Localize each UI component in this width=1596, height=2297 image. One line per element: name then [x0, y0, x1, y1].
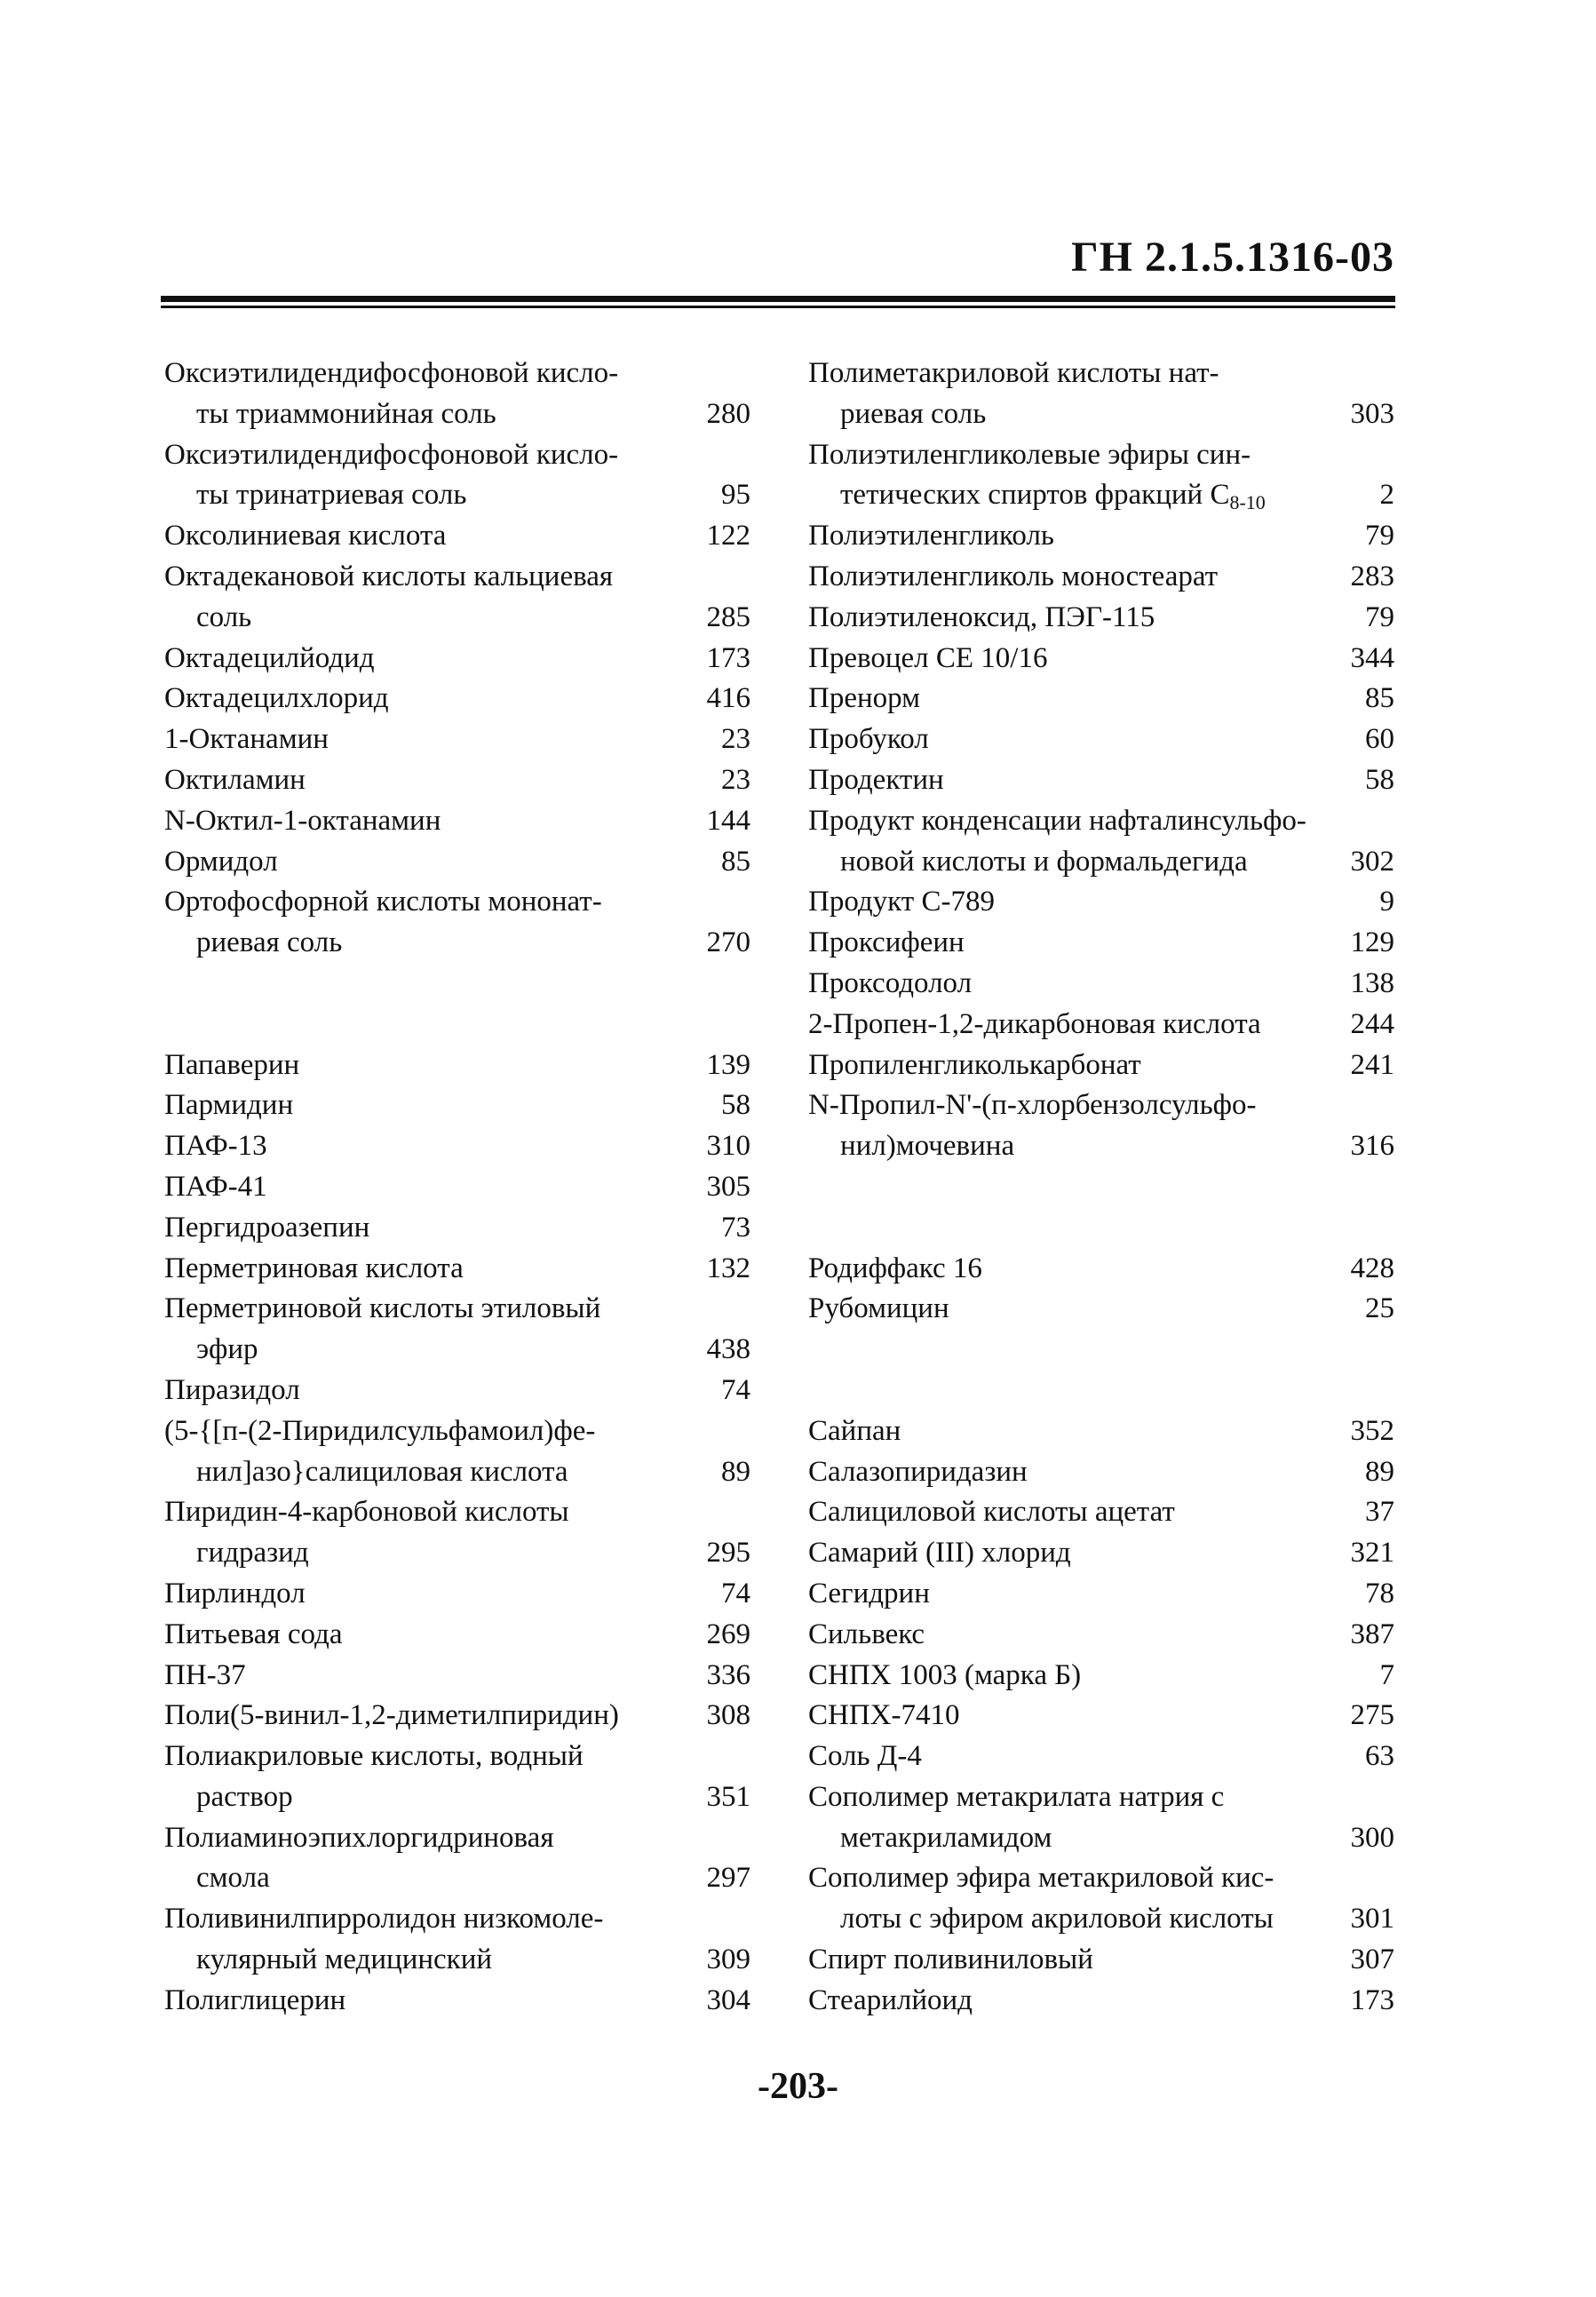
entry-page-number: 95: [721, 479, 750, 512]
entry-page-number: 309: [706, 1943, 750, 1976]
entry-term: Пробукол 60: [808, 719, 1394, 760]
entry-term: Пропиленгликолькарбонат 241: [808, 1045, 1394, 1086]
entry-page-number: 132: [706, 1252, 750, 1284]
index-entry: [808, 435, 1394, 517]
entry-term-continuation: риевая соль 270: [164, 923, 750, 964]
index-entry: [808, 1289, 1394, 1330]
entry-page-number: 173: [706, 641, 750, 674]
index-entry: [808, 923, 1394, 964]
entry-term: Полиэтиленгликоль моностеарат 283: [808, 557, 1394, 598]
index-entry: [808, 557, 1394, 598]
index-entry: [164, 1411, 750, 1493]
index-entry: [164, 1208, 750, 1249]
entry-page-number: 79: [1365, 520, 1394, 552]
entry-term: Октадецилхлорид 416: [164, 679, 750, 719]
entry-term: СНПХ-7410 275: [808, 1696, 1394, 1737]
entry-term: Полиэтиленгликолевые эфиры син-: [808, 438, 1251, 471]
index-entry: [164, 760, 750, 801]
entry-term: Сополимер эфира метакриловой кис-: [808, 1862, 1274, 1895]
entry-page-number: 270: [706, 926, 750, 959]
entry-term: Пирлиндол 74: [164, 1574, 750, 1615]
entry-term: Папаверин 139: [164, 1045, 750, 1086]
entry-term: Проксифеин 129: [808, 923, 1394, 964]
index-entry: [808, 1940, 1394, 1981]
index-entry: [164, 882, 750, 964]
entry-term-continuation: нил)мочевина 316: [808, 1126, 1394, 1167]
entry-term: Полиаминоэпихлоргидриновая: [164, 1821, 554, 1854]
index-entry: [808, 1981, 1394, 2022]
entry-term: Ормидол 85: [164, 842, 750, 883]
index-entry: [808, 1696, 1394, 1737]
page-number: -203-: [758, 2066, 838, 2107]
entry-term: Октадецилйодид 173: [164, 639, 750, 680]
index-entry: [808, 1533, 1394, 1574]
entry-term: Перметриновой кислоты этиловый: [164, 1292, 601, 1325]
entry-page-number: 297: [706, 1862, 750, 1895]
entry-term: Полиэтиленгликоль 79: [808, 516, 1394, 557]
entry-page-number: 58: [721, 1089, 750, 1122]
entry-page-number: 307: [1350, 1943, 1394, 1976]
entry-term: Поливинилпирролидон низкомоле-: [164, 1903, 604, 1935]
index-entry: [808, 964, 1394, 1005]
entry-term: Перметриновая кислота 132: [164, 1249, 750, 1290]
index-entry: [164, 354, 750, 435]
entry-term: Полиэтиленоксид, ПЭГ-115 79: [808, 598, 1394, 639]
index-entry: [164, 1492, 750, 1574]
index-entry: [164, 435, 750, 517]
index-entry: [808, 760, 1394, 801]
entry-term-continuation: эфир 438: [164, 1330, 750, 1371]
index-entry: [164, 1818, 750, 1900]
entry-page-number: 23: [721, 763, 750, 796]
entry-term-continuation: гидразид 295: [164, 1533, 750, 1574]
entry-term: ПН-37 336: [164, 1656, 750, 1697]
entry-term: 1-Октанамин 23: [164, 719, 750, 760]
entry-term: Стеарилйоид 173: [808, 1981, 1394, 2022]
entry-page-number: 285: [706, 600, 750, 633]
index-entry: [808, 1085, 1394, 1167]
entry-term-continuation: ты тринатриевая соль 95: [164, 475, 750, 516]
index-entry: [808, 1615, 1394, 1656]
index-entry: [808, 719, 1394, 760]
index-entry: [164, 557, 750, 639]
entry-page-number: 295: [706, 1537, 750, 1570]
entry-page-number: 144: [706, 804, 750, 837]
entry-term: Поли(5-винил-1,2-диметилпиридин) 308: [164, 1696, 750, 1737]
index-entry: [164, 1249, 750, 1290]
entry-term: Продукт конденсации нафталинсульфо-: [808, 804, 1306, 837]
entry-term: N-Пропил-N'-(п-хлорбензолсульфо-: [808, 1089, 1257, 1122]
entry-term: Оксолиниевая кислота 122: [164, 516, 750, 557]
index-entry: [808, 1777, 1394, 1859]
entry-term: Пергидроазепин 73: [164, 1208, 750, 1249]
entry-page-number: 300: [1350, 1821, 1394, 1854]
entry-page-number: 79: [1365, 600, 1394, 633]
entry-page-number: 308: [706, 1699, 750, 1732]
index-entry: [164, 1289, 750, 1371]
index-entry: [808, 598, 1394, 639]
index-entry: [164, 1737, 750, 1818]
document-code: ГН 2.1.5.1316-03: [1071, 234, 1394, 281]
entry-term: Продектин 58: [808, 760, 1394, 801]
entry-term: Самарий (III) хлорид 321: [808, 1533, 1394, 1574]
entry-term: 2-Пропен-1,2-дикарбоновая кислота 244: [808, 1005, 1394, 1045]
entry-page-number: 78: [1365, 1577, 1394, 1609]
entry-term-continuation: раствор 351: [164, 1777, 750, 1818]
entry-page-number: 85: [1365, 682, 1394, 715]
entry-page-number: 74: [721, 1373, 750, 1406]
index-entry: [164, 1574, 750, 1615]
entry-term-continuation: соль 285: [164, 598, 750, 639]
index-entry: [164, 1167, 750, 1208]
entry-term-continuation: тетических спиртов фракций $С_{8-10}$ 2: [808, 475, 1394, 516]
entry-page-number: 351: [706, 1780, 750, 1813]
entry-term: (5-{[п-(2-Пиридилсульфамоил)фе-: [164, 1414, 596, 1447]
entry-term: ПАФ-13 310: [164, 1126, 750, 1167]
index-entry: [164, 1615, 750, 1656]
entry-term: Ортофосфорной кислоты мононат-: [164, 886, 602, 918]
entry-page-number: 23: [721, 723, 750, 756]
index-entry: [164, 516, 750, 557]
entry-page-number: 428: [1350, 1252, 1394, 1284]
entry-page-number: 301: [1350, 1903, 1394, 1935]
entry-term: Салазопиридазин 89: [808, 1452, 1394, 1493]
index-entry: [164, 639, 750, 680]
entry-page-number: 60: [1365, 723, 1394, 756]
index-entry: [164, 1656, 750, 1697]
letter-group-gap: [164, 964, 750, 1045]
index-entry: [164, 801, 750, 842]
entry-term: ПАФ-41 305: [164, 1167, 750, 1208]
entry-term: Сильвекс 387: [808, 1615, 1394, 1656]
index-entry: [808, 1452, 1394, 1493]
entry-page-number: 139: [706, 1048, 750, 1081]
entry-term: Пиразидол 74: [164, 1371, 750, 1411]
entry-term: Оксиэтилидендифосфоновой кисло-: [164, 357, 619, 389]
entry-page-number: 336: [706, 1658, 750, 1691]
entry-page-number: 73: [721, 1211, 750, 1244]
entry-page-number: 304: [706, 1983, 750, 2016]
index-entry: [164, 1126, 750, 1167]
entry-page-number: 352: [1350, 1414, 1394, 1447]
entry-term: Октиламин 23: [164, 760, 750, 801]
entry-term: Сайпан 352: [808, 1411, 1394, 1452]
index-entry: [164, 1899, 750, 1981]
entry-term: Сегидрин 78: [808, 1574, 1394, 1615]
entry-term: Полиметакриловой кислоты нат-: [808, 357, 1219, 389]
index-entry: [808, 354, 1394, 435]
entry-page-number: 89: [1365, 1455, 1394, 1488]
entry-term: Питьевая сода 269: [164, 1615, 750, 1656]
entry-page-number: 244: [1350, 1007, 1394, 1040]
entry-page-number: 387: [1350, 1617, 1394, 1650]
entry-term: Пиридин-4-карбоновой кислоты: [164, 1496, 569, 1529]
entry-term-continuation: кулярный медицинский 309: [164, 1940, 750, 1981]
entry-page-number: 275: [1350, 1699, 1394, 1732]
entry-page-number: 129: [1350, 926, 1394, 959]
index-entry: [808, 882, 1394, 923]
entry-page-number: 303: [1350, 397, 1394, 430]
entry-page-number: 416: [706, 682, 750, 715]
entry-page-number: 74: [721, 1577, 750, 1609]
entry-page-number: 321: [1350, 1537, 1394, 1570]
entry-term-continuation: нил]азо}салициловая кислота 89: [164, 1452, 750, 1493]
entry-term-continuation: смола 297: [164, 1858, 750, 1899]
entry-page-number: 316: [1350, 1130, 1394, 1163]
entry-term: Пренорм 85: [808, 679, 1394, 719]
index-entry: [808, 1737, 1394, 1777]
entry-term: Проксодолол 138: [808, 964, 1394, 1005]
entry-page-number: 302: [1350, 845, 1394, 878]
entry-page-number: 58: [1365, 763, 1394, 796]
entry-term: N-Октил-1-октанамин 144: [164, 801, 750, 842]
entry-term: Пармидин 58: [164, 1085, 750, 1126]
entry-page-number: 9: [1379, 886, 1394, 918]
entry-page-number: 2: [1379, 479, 1394, 512]
entry-subscript: 8-10: [1229, 491, 1266, 514]
index-entry: [164, 1696, 750, 1737]
index-entry: [808, 679, 1394, 719]
entry-page-number: 241: [1350, 1048, 1394, 1081]
index-entry: [808, 1045, 1394, 1086]
entry-page-number: 138: [1350, 966, 1394, 999]
entry-page-number: 122: [706, 520, 750, 552]
index-column-left: [164, 354, 750, 2022]
index-entry: [164, 842, 750, 883]
entry-page-number: 280: [706, 397, 750, 430]
entry-term: СНПХ 1003 (марка Б) 7: [808, 1656, 1394, 1697]
entry-page-number: 7: [1379, 1658, 1394, 1691]
entry-term: Превоцел СЕ 10/16 344: [808, 639, 1394, 680]
index-entry: [164, 1371, 750, 1411]
entry-term-continuation: лоты с эфиром акриловой кислоты 301: [808, 1899, 1394, 1940]
entry-page-number: 63: [1365, 1740, 1394, 1773]
entry-term: Октадекановой кислоты кальциевая: [164, 560, 614, 592]
index-entry: [808, 1858, 1394, 1940]
entry-page-number: 344: [1350, 641, 1394, 674]
entry-term: Сополимер метакрилата натрия с: [808, 1780, 1225, 1813]
letter-group-gap: [808, 1167, 1394, 1249]
index-column-right: [808, 354, 1394, 2022]
entry-term: Рубомицин 25: [808, 1289, 1394, 1330]
entry-term: Салициловой кислоты ацетат 37: [808, 1492, 1394, 1533]
entry-term-continuation: ты триаммонийная соль 280: [164, 394, 750, 435]
entry-page-number: 37: [1365, 1496, 1394, 1529]
entry-page-number: 283: [1350, 560, 1394, 592]
entry-term: Спирт поливиниловый 307: [808, 1940, 1394, 1981]
entry-term: Родиффакс 16 428: [808, 1249, 1394, 1290]
entry-page-number: 310: [706, 1130, 750, 1163]
index-entry: [808, 1005, 1394, 1045]
index-entry: [808, 1492, 1394, 1533]
entry-page-number: 269: [706, 1617, 750, 1650]
entry-term-continuation: риевая соль 303: [808, 394, 1394, 435]
letter-group-gap: [808, 1330, 1394, 1411]
header-rule-thin: [161, 306, 1395, 308]
index-entry: [808, 1411, 1394, 1452]
index-entry: [808, 801, 1394, 883]
entry-page-number: 438: [706, 1333, 750, 1366]
header-rule-thick: [161, 296, 1395, 302]
entry-term-continuation: метакриламидом 300: [808, 1818, 1394, 1859]
entry-page-number: 305: [706, 1170, 750, 1203]
index-entry: [164, 1045, 750, 1086]
index-entry: [808, 516, 1394, 557]
index-entry: [164, 1981, 750, 2022]
entry-term-continuation: новой кислоты и формальдегида 302: [808, 842, 1394, 883]
index-entry: [808, 639, 1394, 680]
entry-term: Полиакриловые кислоты, водный: [164, 1740, 584, 1773]
entry-term: Продукт С-789 9: [808, 882, 1394, 923]
index-entry: [808, 1656, 1394, 1697]
entry-term: Оксиэтилидендифосфоновой кисло-: [164, 438, 619, 471]
entry-term: Соль Д-4 63: [808, 1737, 1394, 1777]
entry-page-number: 173: [1350, 1983, 1394, 2016]
index-entry: [808, 1574, 1394, 1615]
index-entry: [808, 1249, 1394, 1290]
entry-page-number: 85: [721, 845, 750, 878]
index-entry: [164, 679, 750, 719]
index-entry: [164, 1085, 750, 1126]
entry-page-number: 89: [721, 1455, 750, 1488]
entry-page-number: 25: [1365, 1292, 1394, 1325]
index-entry: [164, 719, 750, 760]
entry-term: Полиглицерин 304: [164, 1981, 750, 2022]
